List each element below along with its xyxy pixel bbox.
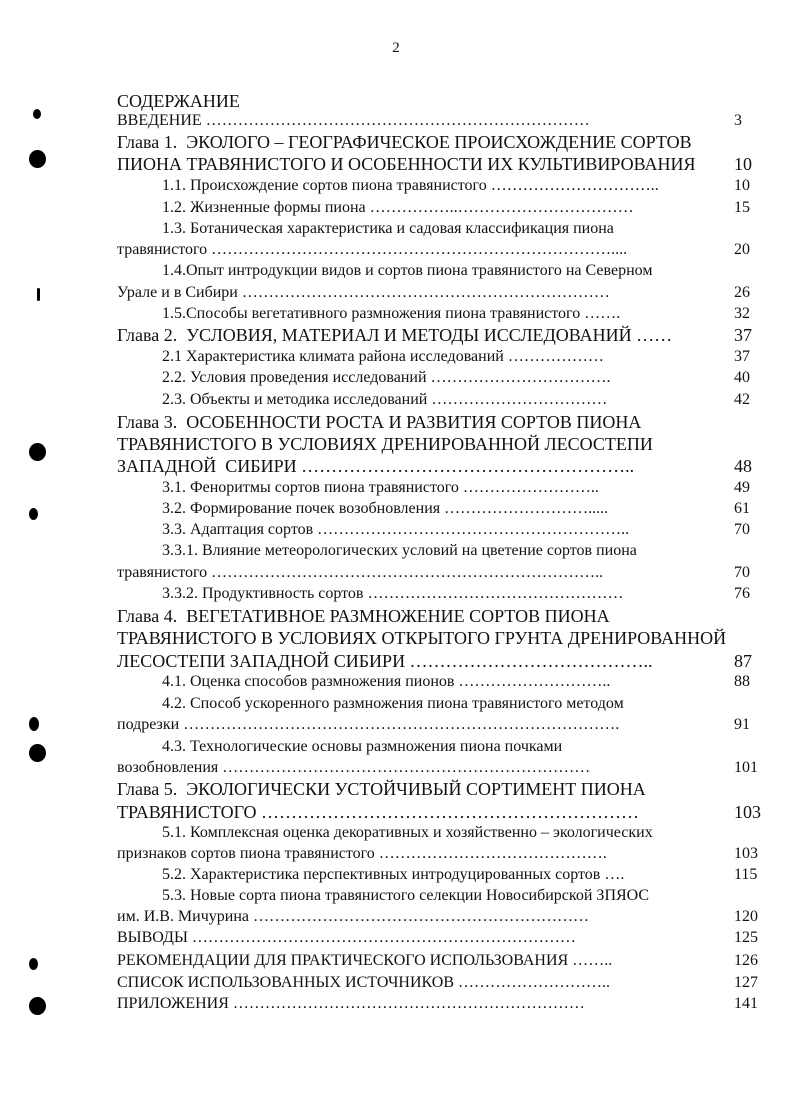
toc-entry-page: 10 [734,154,752,174]
toc-entry-text: ТРАВЯНИСТОГО В УСЛОВИЯХ ДРЕНИРОВАННОЙ ЛЕСОСТЕПИ [117,434,653,454]
toc-entry-page: 32 [734,305,750,322]
toc-entry-page: 120 [734,908,758,925]
toc-entry-text: Глава 1. ЭКОЛОГО – ГЕОГРАФИЧЕСКОЕ ПРОИСХОЖДЕНИЕ СОРТОВ [117,132,692,152]
toc-entry-text: ПРИЛОЖЕНИЯ ………………………………………………………… [117,995,585,1012]
toc-entry-text: 2.3. Объекты и методика исследований …………………………… [162,391,608,408]
toc-entry-page: 87 [734,651,752,671]
toc-entry-text: ВЫВОДЫ ……………………………………………………………… [117,929,576,946]
toc-entry-page: 141 [734,995,758,1012]
toc-entry-text: Глава 3. ОСОБЕННОСТИ РОСТА И РАЗВИТИЯ СОРТОВ ПИОНА [117,412,642,432]
toc-entry-text: травянистого ………………………………………………………………….... [117,241,628,258]
toc-entry-page: 70 [734,564,750,581]
toc-entry-text: 3.1. Феноритмы сортов пиона травянистого …………………….. [162,479,599,496]
toc-entry-text: ТРАВЯНИСТОГО ……………………………………………………… [117,802,640,822]
toc-entry-text: ПИОНА ТРАВЯНИСТОГО И ОСОБЕННОСТИ ИХ КУЛЬТИВИРОВАНИЯ [117,154,696,174]
toc-entry-page: 49 [734,479,750,496]
punch-mark [33,109,41,119]
toc-entry-page: 103 [734,845,758,862]
toc-entry-text: 3.3. Адаптация сортов ………………………………………………….. [162,521,630,538]
toc-entry-text: 4.3. Технологические основы размножения пиона почками [162,738,563,755]
punch-mark [37,288,40,301]
punch-mark [29,958,38,970]
toc-entry-page: 37 [734,348,750,365]
toc-entry-text: Глава 2. УСЛОВИЯ, МАТЕРИАЛ И МЕТОДЫ ИССЛЕДОВАНИЙ …… [117,325,673,345]
toc-entry-page: 20 [734,241,750,258]
toc-entry-text: ТРАВЯНИСТОГО В УСЛОВИЯХ ОТКРЫТОГО ГРУНТА ДРЕНИРОВАННОЙ [117,628,727,648]
toc-entry-page: 61 [734,500,750,517]
toc-entry-text: возобновления …………………………………………………………… [117,759,591,776]
toc-entry-page: 10 [734,177,750,194]
toc-entry-page: 40 [734,369,750,386]
punch-mark [29,508,38,520]
toc-entry-text: ВВЕДЕНИЕ ……………………………………………………………… [117,112,590,129]
toc-entry-text: 3.2. Формирование почек возобновления ………………………..... [162,500,609,517]
toc-entry-page: 127 [734,974,758,991]
toc-entry-text: Глава 5. ЭКОЛОГИЧЕСКИ УСТОЙЧИВЫЙ СОРТИМЕНТ ПИОНА [117,779,646,799]
toc-entry-text: 5.1. Комплексная оценка декоративных и хозяйственно – экологических [162,824,653,841]
toc-entry-page: 3 [734,112,742,129]
toc-entry-text: 3.3.1. Влияние метеорологических условий на цветение сортов пиона [162,542,637,559]
toc-entry-page: 125 [734,929,758,946]
toc-entry-text: подрезки ………………………………………………………………………. [117,716,620,733]
toc-entry-text: 1.4.Опыт интродукции видов и сортов пиона травянистого на Северном [162,262,653,279]
toc-entry-text: 1.3. Ботаническая характеристика и садовая классификация пиона [162,220,614,237]
toc-entry-page: 126 [734,952,758,969]
toc-entry-page: 15 [734,199,750,216]
toc-entry-text: 5.3. Новые сорта пиона травянистого селекции Новосибирской ЗПЯОС [162,887,650,904]
page-number: 2 [392,40,400,56]
punch-hole [29,997,46,1015]
toc-entry-page: 26 [734,284,750,301]
toc-entry-page: 91 [734,716,750,733]
punch-mark [29,717,39,731]
toc-entry-text: 4.1. Оценка способов размножения пионов ……………………….. [162,673,611,690]
toc-entry-text: 5.2. Характеристика перспективных интродуцированных сортов …. [162,866,625,883]
toc-entry-page: 42 [734,391,750,408]
toc-entry-text: признаков сортов пиона травянистого ……………………………………. [117,845,607,862]
toc-entry-text: 1.5.Способы вегетативного размножения пиона травянистого ……. [162,305,621,322]
toc-entry-text: ЗАПАДНОЙ СИБИРИ ……………………………………………….. [117,456,635,476]
toc-entry-page: 101 [734,759,758,776]
toc-entry-text: травянистого ……………………………………………………………….. [117,564,604,581]
toc-entry-page: 37 [734,325,752,345]
toc-entry-text: 2.1 Характеристика климата района исследований ……………… [162,348,604,365]
toc-entry-text: РЕКОМЕНДАЦИИ ДЛЯ ПРАКТИЧЕСКОГО ИСПОЛЬЗОВАНИЯ …….. [117,952,613,969]
toc-entry-page: 76 [734,585,750,602]
toc-entry-page: 88 [734,673,750,690]
punch-hole [29,744,46,762]
toc-entry-page: 48 [734,456,752,476]
punch-hole [29,150,46,168]
toc-heading: СОДЕРЖАНИЕ [117,91,240,111]
toc-entry-text: СПИСОК ИСПОЛЬЗОВАННЫХ ИСТОЧНИКОВ ……………………….. [117,974,611,991]
punch-hole [29,443,46,461]
toc-entry-page: 70 [734,521,750,538]
toc-entry-text: Урале и в Сибири …………………………………………………………… [117,284,610,301]
toc-entry-page: 103 [734,802,761,822]
toc-entry-text: 1.2. Жизненные формы пиона ……………..…………………………… [162,199,634,216]
toc-entry-text: 3.3.2. Продуктивность сортов ………………………………………… [162,585,624,602]
toc-entry-text: 4.2. Способ ускоренного размножения пиона травянистого методом [162,695,624,712]
toc-entry-page: 115 [734,866,758,883]
toc-entry-text: Глава 4. ВЕГЕТАТИВНОЕ РАЗМНОЖЕНИЕ СОРТОВ ПИОНА [117,606,610,626]
toc-entry-text: 2.2. Условия проведения исследований ……………………………. [162,369,611,386]
toc-entry-text: ЛЕСОСТЕПИ ЗАПАДНОЙ СИБИРИ ………………………………….. [117,651,653,671]
toc-entry-text: 1.1. Происхождение сортов пиона травянистого ………………………….. [162,177,659,194]
toc-entry-text: им. И.В. Мичурина ……………………………………………………… [117,908,589,925]
